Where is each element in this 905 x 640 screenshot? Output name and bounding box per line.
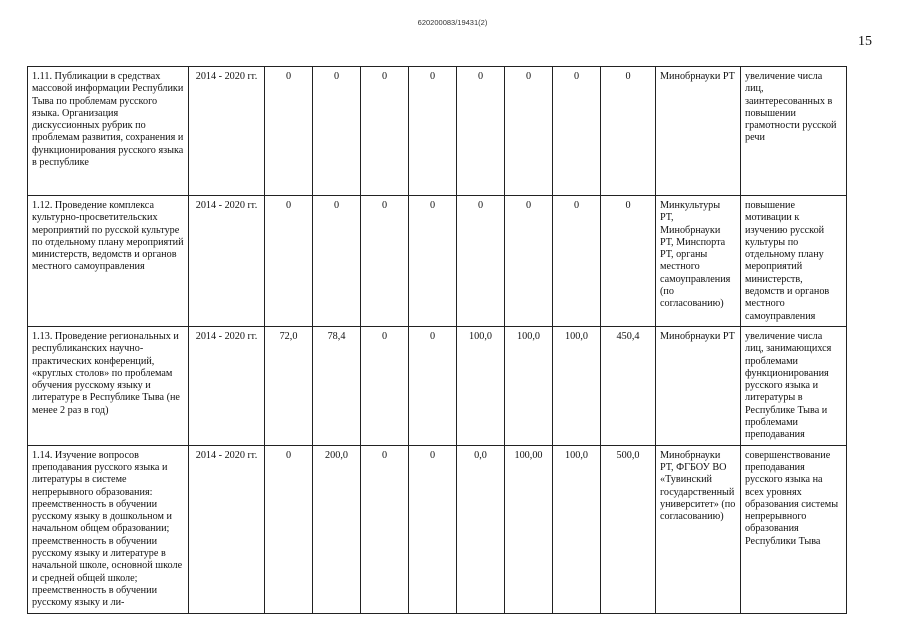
value-cell: 200,0 bbox=[313, 445, 361, 613]
executor-cell: Минкультуры РТ, Минобрнауки РТ, Минспорта РТ, органы местного самоуправления (по согласованию) bbox=[656, 196, 741, 327]
value-cell: 0 bbox=[265, 445, 313, 613]
total-cell: 450,4 bbox=[601, 326, 656, 445]
table-row bbox=[28, 196, 847, 327]
total-cell: 0 bbox=[601, 67, 656, 196]
value-cell: 72,0 bbox=[265, 326, 313, 445]
executor-cell: Минобрнауки РТ bbox=[656, 67, 741, 196]
value-cell: 0 bbox=[313, 67, 361, 196]
page-number: 15 bbox=[858, 34, 872, 49]
period-cell: 2014 - 2020 гг. bbox=[189, 67, 265, 196]
result-cell: совершенствование преподавания русского языка на всех уровнях образования системы непрерывного образования Республики Тыва bbox=[741, 445, 847, 613]
value-cell: 0 bbox=[553, 196, 601, 327]
value-cell: 0 bbox=[361, 67, 409, 196]
value-cell: 100,00 bbox=[505, 445, 553, 613]
activity-description: 1.12. Проведение комплекса культурно-просветительских мероприятий по русской культуре по отдельному плану мероприятий министерств, ведомств и органов местного самоуправления bbox=[28, 196, 189, 327]
period-cell: 2014 - 2020 гг. bbox=[189, 196, 265, 327]
value-cell: 100,0 bbox=[553, 445, 601, 613]
result-cell: увеличение числа лиц, занимающихся проблемами функционирования русского языка и литературы в Республике Тыва и проблемами преподавания bbox=[741, 326, 847, 445]
value-cell: 0 bbox=[409, 445, 457, 613]
value-cell: 0 bbox=[457, 67, 505, 196]
table-row bbox=[28, 67, 847, 196]
value-cell: 100,0 bbox=[553, 326, 601, 445]
program-table bbox=[27, 66, 847, 614]
value-cell: 0 bbox=[361, 326, 409, 445]
total-cell: 500,0 bbox=[601, 445, 656, 613]
value-cell: 78,4 bbox=[313, 326, 361, 445]
value-cell: 0 bbox=[505, 67, 553, 196]
table-row bbox=[28, 445, 847, 613]
executor-cell: Минобрнауки РТ, ФГБОУ ВО «Тувинский государственный университет» (по согласованию) bbox=[656, 445, 741, 613]
document-code: 620200083/19431(2) bbox=[417, 18, 488, 27]
value-cell: 0,0 bbox=[457, 445, 505, 613]
activity-description: 1.13. Проведение региональных и республиканских научно-практических конференций, «круглых столов» по проблемам обучения русскому языку и литературе в Республике Тыва (не менее 2 раз в год) bbox=[28, 326, 189, 445]
activity-description: 1.14. Изучение вопросов преподавания русского языка и литературы в системе непрерывного образования: преемственность в обучении русскому языку в дошкольном и начальном общем образовании; преемственность в обучении русскому языку и литературе в начальной школе, основной школе и средней общей школе; преемственность в обучении русскому языку и ли- bbox=[28, 445, 189, 613]
value-cell: 0 bbox=[505, 196, 553, 327]
value-cell: 0 bbox=[265, 67, 313, 196]
period-cell: 2014 - 2020 гг. bbox=[189, 326, 265, 445]
total-cell: 0 bbox=[601, 196, 656, 327]
value-cell: 0 bbox=[409, 326, 457, 445]
value-cell: 100,0 bbox=[505, 326, 553, 445]
value-cell: 0 bbox=[313, 196, 361, 327]
result-cell: увеличение числа лиц, заинтересованных в повышении грамотности русской речи bbox=[741, 67, 847, 196]
value-cell: 0 bbox=[265, 196, 313, 327]
period-cell: 2014 - 2020 гг. bbox=[189, 445, 265, 613]
table-row bbox=[28, 326, 847, 445]
value-cell: 0 bbox=[457, 196, 505, 327]
activity-description: 1.11. Публикации в средствах массовой информации Республики Тыва по проблемам русского языка. Организация дискуссионных рубрик по проблемам развития, сохранения и функционирования русского языка в республике bbox=[28, 67, 189, 196]
value-cell: 100,0 bbox=[457, 326, 505, 445]
value-cell: 0 bbox=[409, 196, 457, 327]
value-cell: 0 bbox=[409, 67, 457, 196]
result-cell: повышение мотивации к изучению русской культуры по отдельному плану мероприятий министерств, ведомств и органов местного самоуправления bbox=[741, 196, 847, 327]
value-cell: 0 bbox=[361, 196, 409, 327]
value-cell: 0 bbox=[361, 445, 409, 613]
value-cell: 0 bbox=[553, 67, 601, 196]
executor-cell: Минобрнауки РТ bbox=[656, 326, 741, 445]
